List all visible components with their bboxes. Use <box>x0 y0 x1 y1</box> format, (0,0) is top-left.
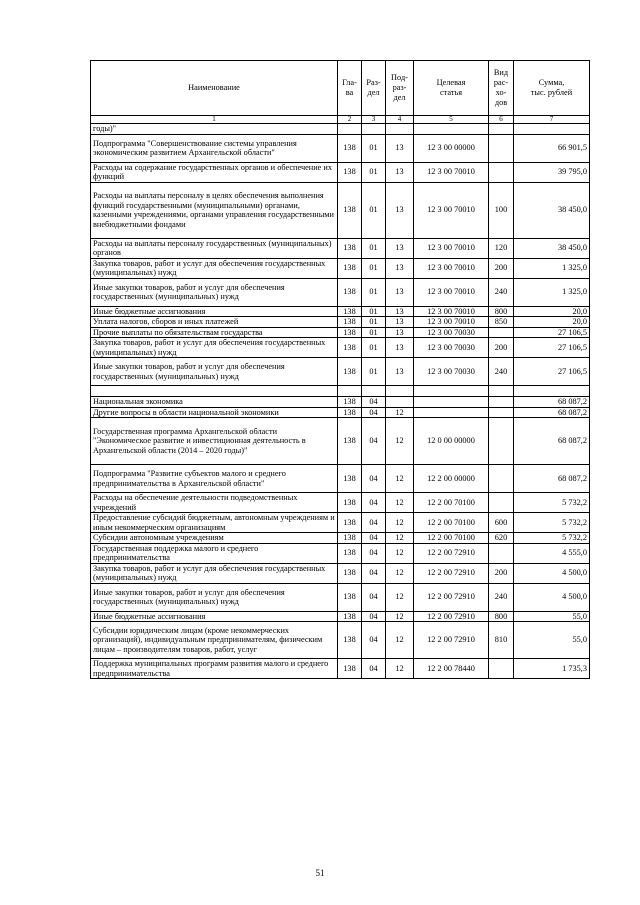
cell-name: Национальная экономика <box>91 397 338 408</box>
cell-name: Подпрограмма "Совершенствование системы управления экономическим развитием Архангельской области" <box>91 134 338 162</box>
table-row <box>91 317 590 328</box>
cell-sum: 68 087,2 <box>514 407 590 418</box>
cell-target: 12 2 00 00000 <box>414 465 489 493</box>
table-row <box>91 659 590 679</box>
cell-glava: 138 <box>338 611 362 622</box>
cell-name: Закупка товаров, работ и услуг для обеспечения государственных (муниципальных) нужд <box>91 338 338 358</box>
cell-razdel: 01 <box>362 182 386 238</box>
cell-vid: 240 <box>489 358 514 386</box>
cell-vid <box>489 418 514 465</box>
cell-glava <box>338 124 362 135</box>
cell-name: Расходы на обеспечение деятельности подведомственных учреждений <box>91 493 338 513</box>
cell-podrazdel: 12 <box>386 465 414 493</box>
cell-target: 12 2 00 70100 <box>414 493 489 513</box>
cell-name: Другие вопросы в области национальной экономики <box>91 407 338 418</box>
cell-sum: 1 325,0 <box>514 258 590 278</box>
cell-name: годы)" <box>91 124 338 135</box>
page-number: 51 <box>315 868 325 878</box>
cell-podrazdel: 12 <box>386 563 414 583</box>
cell-target: 12 2 00 72910 <box>414 611 489 622</box>
cell-razdel: 04 <box>362 659 386 679</box>
cell-target: 12 3 00 70010 <box>414 306 489 317</box>
table-row <box>91 407 590 418</box>
table-row <box>91 418 590 465</box>
cell-vid <box>489 407 514 418</box>
cell-target: 12 2 00 72910 <box>414 563 489 583</box>
cell-sum: 20,0 <box>514 317 590 328</box>
cell-glava <box>338 386 362 397</box>
cell-glava: 138 <box>338 134 362 162</box>
cell-razdel: 01 <box>362 317 386 328</box>
table-row <box>91 327 590 338</box>
cell-name: Иные закупки товаров, работ и услуг для обеспечения государственных (муниципальных) нужд <box>91 358 338 386</box>
cell-podrazdel: 12 <box>386 611 414 622</box>
table-row <box>91 358 590 386</box>
table-row <box>91 258 590 278</box>
cell-glava: 138 <box>338 317 362 328</box>
table-row <box>91 397 590 408</box>
cell-vid: 810 <box>489 622 514 659</box>
cell-target: 12 3 00 70030 <box>414 338 489 358</box>
cell-target <box>414 124 489 135</box>
cell-sum: 55,0 <box>514 622 590 659</box>
table-row <box>91 238 590 258</box>
cell-razdel: 04 <box>362 611 386 622</box>
cell-glava: 138 <box>338 563 362 583</box>
cell-glava: 138 <box>338 465 362 493</box>
cell-name: Расходы на содержание государственных органов и обеспечение их функций <box>91 162 338 182</box>
cell-target: 12 3 00 70010 <box>414 278 489 306</box>
cell-razdel: 04 <box>362 543 386 563</box>
cell-sum <box>514 124 590 135</box>
cell-target: 12 3 00 70010 <box>414 238 489 258</box>
cell-target: 12 2 00 70100 <box>414 513 489 533</box>
header-name: Наименование <box>91 61 338 116</box>
cell-razdel: 04 <box>362 563 386 583</box>
cell-name: Прочие выплаты по обязательствам государства <box>91 327 338 338</box>
cell-sum: 68 087,2 <box>514 397 590 408</box>
table-row <box>91 182 590 238</box>
cell-glava: 138 <box>338 418 362 465</box>
cell-sum: 5 732,2 <box>514 493 590 513</box>
cell-glava: 138 <box>338 397 362 408</box>
cell-sum: 5 732,2 <box>514 513 590 533</box>
cell-name: Субсидии автономным учреждениям <box>91 533 338 544</box>
cell-vid: 100 <box>489 182 514 238</box>
cell-podrazdel: 13 <box>386 358 414 386</box>
budget-table <box>90 60 590 679</box>
cell-razdel: 04 <box>362 418 386 465</box>
cell-glava: 138 <box>338 583 362 611</box>
cell-razdel: 04 <box>362 407 386 418</box>
header-razdel: Раз- дел <box>362 61 386 116</box>
cell-vid <box>489 162 514 182</box>
cell-sum: 4 500,0 <box>514 583 590 611</box>
table-row <box>91 563 590 583</box>
cell-sum: 20,0 <box>514 306 590 317</box>
column-number: 6 <box>489 116 514 124</box>
cell-name: Расходы на выплаты персоналу в целях обеспечения выполнения функций государственными (муниципальными) органами, казенными учреждениями, органами управления государственными внебюджетными фондами <box>91 182 338 238</box>
table-row <box>91 533 590 544</box>
cell-target: 12 3 00 70030 <box>414 327 489 338</box>
cell-razdel: 04 <box>362 583 386 611</box>
cell-target: 12 3 00 70030 <box>414 358 489 386</box>
cell-vid: 240 <box>489 278 514 306</box>
cell-name: Предоставление субсидий бюджетным, автономным учреждениям и иным некоммерческим организациям <box>91 513 338 533</box>
cell-glava: 138 <box>338 659 362 679</box>
cell-target: 12 2 00 72910 <box>414 543 489 563</box>
header-sum: Сумма, тыс. рублей <box>514 61 590 116</box>
cell-target: 12 3 00 00000 <box>414 134 489 162</box>
cell-target: 12 3 00 70010 <box>414 317 489 328</box>
cell-podrazdel <box>386 397 414 408</box>
cell-podrazdel <box>386 124 414 135</box>
cell-razdel: 04 <box>362 493 386 513</box>
table-row <box>91 622 590 659</box>
column-number: 3 <box>362 116 386 124</box>
cell-podrazdel: 12 <box>386 493 414 513</box>
cell-target: 12 2 00 78440 <box>414 659 489 679</box>
cell-sum: 68 087,2 <box>514 418 590 465</box>
table-row <box>91 611 590 622</box>
cell-glava: 138 <box>338 533 362 544</box>
header-glava: Гла- ва <box>338 61 362 116</box>
cell-razdel: 01 <box>362 162 386 182</box>
cell-vid <box>489 659 514 679</box>
cell-podrazdel: 13 <box>386 317 414 328</box>
cell-sum: 4 555,0 <box>514 543 590 563</box>
cell-razdel: 01 <box>362 338 386 358</box>
cell-sum: 27 106,5 <box>514 358 590 386</box>
cell-podrazdel: 13 <box>386 338 414 358</box>
cell-vid <box>489 493 514 513</box>
cell-name: Уплата налогов, сборов и иных платежей <box>91 317 338 328</box>
cell-glava: 138 <box>338 278 362 306</box>
table-row <box>91 493 590 513</box>
cell-name: Расходы на выплаты персоналу государственных (муниципальных) органов <box>91 238 338 258</box>
cell-sum: 39 795,0 <box>514 162 590 182</box>
cell-razdel: 01 <box>362 327 386 338</box>
cell-glava: 138 <box>338 258 362 278</box>
cell-podrazdel: 12 <box>386 583 414 611</box>
cell-vid <box>489 386 514 397</box>
header-podrazdel: Под- раз- дел <box>386 61 414 116</box>
cell-vid: 620 <box>489 533 514 544</box>
cell-podrazdel: 12 <box>386 407 414 418</box>
cell-name: Иные бюджетные ассигнования <box>91 306 338 317</box>
cell-podrazdel: 12 <box>386 533 414 544</box>
cell-vid: 600 <box>489 513 514 533</box>
cell-vid: 200 <box>489 258 514 278</box>
cell-target <box>414 386 489 397</box>
cell-podrazdel: 12 <box>386 659 414 679</box>
cell-name: Поддержка муниципальных программ развития малого и среднего предпринимательства <box>91 659 338 679</box>
cell-podrazdel <box>386 386 414 397</box>
cell-name: Государственная программа Архангельской области "Экономическое развитие и инвестиционная деятельность в Архангельской области (2014 – 2020 годы)" <box>91 418 338 465</box>
header-target: Целевая статья <box>414 61 489 116</box>
cell-razdel <box>362 124 386 135</box>
cell-vid: 850 <box>489 317 514 328</box>
cell-glava: 138 <box>338 622 362 659</box>
cell-podrazdel: 12 <box>386 418 414 465</box>
cell-razdel: 01 <box>362 238 386 258</box>
table-row <box>91 513 590 533</box>
cell-razdel: 01 <box>362 306 386 317</box>
cell-name: Подпрограмма "Развитие субъектов малого и среднего предпринимательства в Архангельской области" <box>91 465 338 493</box>
cell-sum: 55,0 <box>514 611 590 622</box>
cell-vid <box>489 465 514 493</box>
cell-razdel: 04 <box>362 533 386 544</box>
cell-target <box>414 397 489 408</box>
cell-target: 12 3 00 70010 <box>414 162 489 182</box>
cell-target: 12 2 00 70100 <box>414 533 489 544</box>
cell-glava: 138 <box>338 513 362 533</box>
cell-podrazdel: 13 <box>386 182 414 238</box>
cell-vid: 240 <box>489 583 514 611</box>
cell-podrazdel: 13 <box>386 162 414 182</box>
cell-podrazdel: 13 <box>386 238 414 258</box>
cell-podrazdel: 13 <box>386 306 414 317</box>
cell-glava: 138 <box>338 493 362 513</box>
table-row <box>91 465 590 493</box>
column-number: 2 <box>338 116 362 124</box>
table-row <box>91 278 590 306</box>
cell-razdel: 04 <box>362 465 386 493</box>
cell-razdel: 04 <box>362 397 386 408</box>
cell-razdel: 04 <box>362 513 386 533</box>
cell-razdel: 01 <box>362 358 386 386</box>
column-number: 7 <box>514 116 590 124</box>
cell-target: 12 2 00 72910 <box>414 583 489 611</box>
cell-target: 12 0 00 00000 <box>414 418 489 465</box>
cell-sum: 1 325,0 <box>514 278 590 306</box>
cell-name: Иные закупки товаров, работ и услуг для обеспечения государственных (муниципальных) нужд <box>91 278 338 306</box>
cell-sum: 27 106,5 <box>514 327 590 338</box>
cell-target: 12 2 00 72910 <box>414 622 489 659</box>
cell-name: Субсидии юридическим лицам (кроме некоммерческих организаций), индивидуальным предпринимателям, физическим лицам – производителям товаров, работ, услуг <box>91 622 338 659</box>
table-row <box>91 134 590 162</box>
cell-sum: 68 087,2 <box>514 465 590 493</box>
cell-glava: 138 <box>338 543 362 563</box>
cell-podrazdel: 12 <box>386 543 414 563</box>
cell-vid <box>489 397 514 408</box>
cell-vid <box>489 543 514 563</box>
cell-vid: 200 <box>489 563 514 583</box>
cell-name: Иные закупки товаров, работ и услуг для обеспечения государственных (муниципальных) нужд <box>91 583 338 611</box>
cell-glava: 138 <box>338 306 362 317</box>
cell-glava: 138 <box>338 162 362 182</box>
cell-name <box>91 386 338 397</box>
cell-vid <box>489 327 514 338</box>
table-row <box>91 124 590 135</box>
cell-glava: 138 <box>338 358 362 386</box>
cell-vid: 800 <box>489 611 514 622</box>
cell-vid <box>489 134 514 162</box>
cell-glava: 138 <box>338 407 362 418</box>
column-number: 1 <box>91 116 338 124</box>
table-row <box>91 162 590 182</box>
cell-razdel: 04 <box>362 622 386 659</box>
column-number: 5 <box>414 116 489 124</box>
cell-name: Закупка товаров, работ и услуг для обеспечения государственных (муниципальных) нужд <box>91 258 338 278</box>
cell-sum: 5 732,2 <box>514 533 590 544</box>
cell-name: Государственная поддержка малого и среднего предпринимательства <box>91 543 338 563</box>
cell-glava: 138 <box>338 338 362 358</box>
cell-podrazdel: 13 <box>386 278 414 306</box>
cell-name: Закупка товаров, работ и услуг для обеспечения государственных (муниципальных) нужд <box>91 563 338 583</box>
cell-razdel: 01 <box>362 134 386 162</box>
cell-glava: 138 <box>338 182 362 238</box>
cell-glava: 138 <box>338 238 362 258</box>
cell-vid: 200 <box>489 338 514 358</box>
table-row <box>91 583 590 611</box>
header-row <box>91 61 590 116</box>
cell-vid <box>489 124 514 135</box>
table-row <box>91 306 590 317</box>
cell-vid: 120 <box>489 238 514 258</box>
cell-podrazdel: 12 <box>386 622 414 659</box>
cell-razdel <box>362 386 386 397</box>
table-row <box>91 338 590 358</box>
cell-podrazdel: 13 <box>386 134 414 162</box>
column-number-row <box>91 116 590 124</box>
cell-razdel: 01 <box>362 258 386 278</box>
cell-target: 12 3 00 70010 <box>414 258 489 278</box>
cell-podrazdel: 12 <box>386 513 414 533</box>
table-body <box>91 124 590 679</box>
cell-glava: 138 <box>338 327 362 338</box>
cell-vid: 800 <box>489 306 514 317</box>
cell-sum: 1 735,3 <box>514 659 590 679</box>
cell-sum: 4 500,0 <box>514 563 590 583</box>
table-row <box>91 543 590 563</box>
cell-sum: 38 450,0 <box>514 182 590 238</box>
cell-razdel: 01 <box>362 278 386 306</box>
cell-sum: 27 106,5 <box>514 338 590 358</box>
cell-target <box>414 407 489 418</box>
cell-podrazdel: 13 <box>386 327 414 338</box>
empty-row <box>91 386 590 397</box>
cell-sum: 66 901,5 <box>514 134 590 162</box>
cell-target: 12 3 00 70010 <box>414 182 489 238</box>
header-vid: Вид рас- хо- дов <box>489 61 514 116</box>
cell-sum <box>514 386 590 397</box>
cell-podrazdel: 13 <box>386 258 414 278</box>
column-number: 4 <box>386 116 414 124</box>
cell-name: Иные бюджетные ассигнования <box>91 611 338 622</box>
cell-sum: 38 450,0 <box>514 238 590 258</box>
